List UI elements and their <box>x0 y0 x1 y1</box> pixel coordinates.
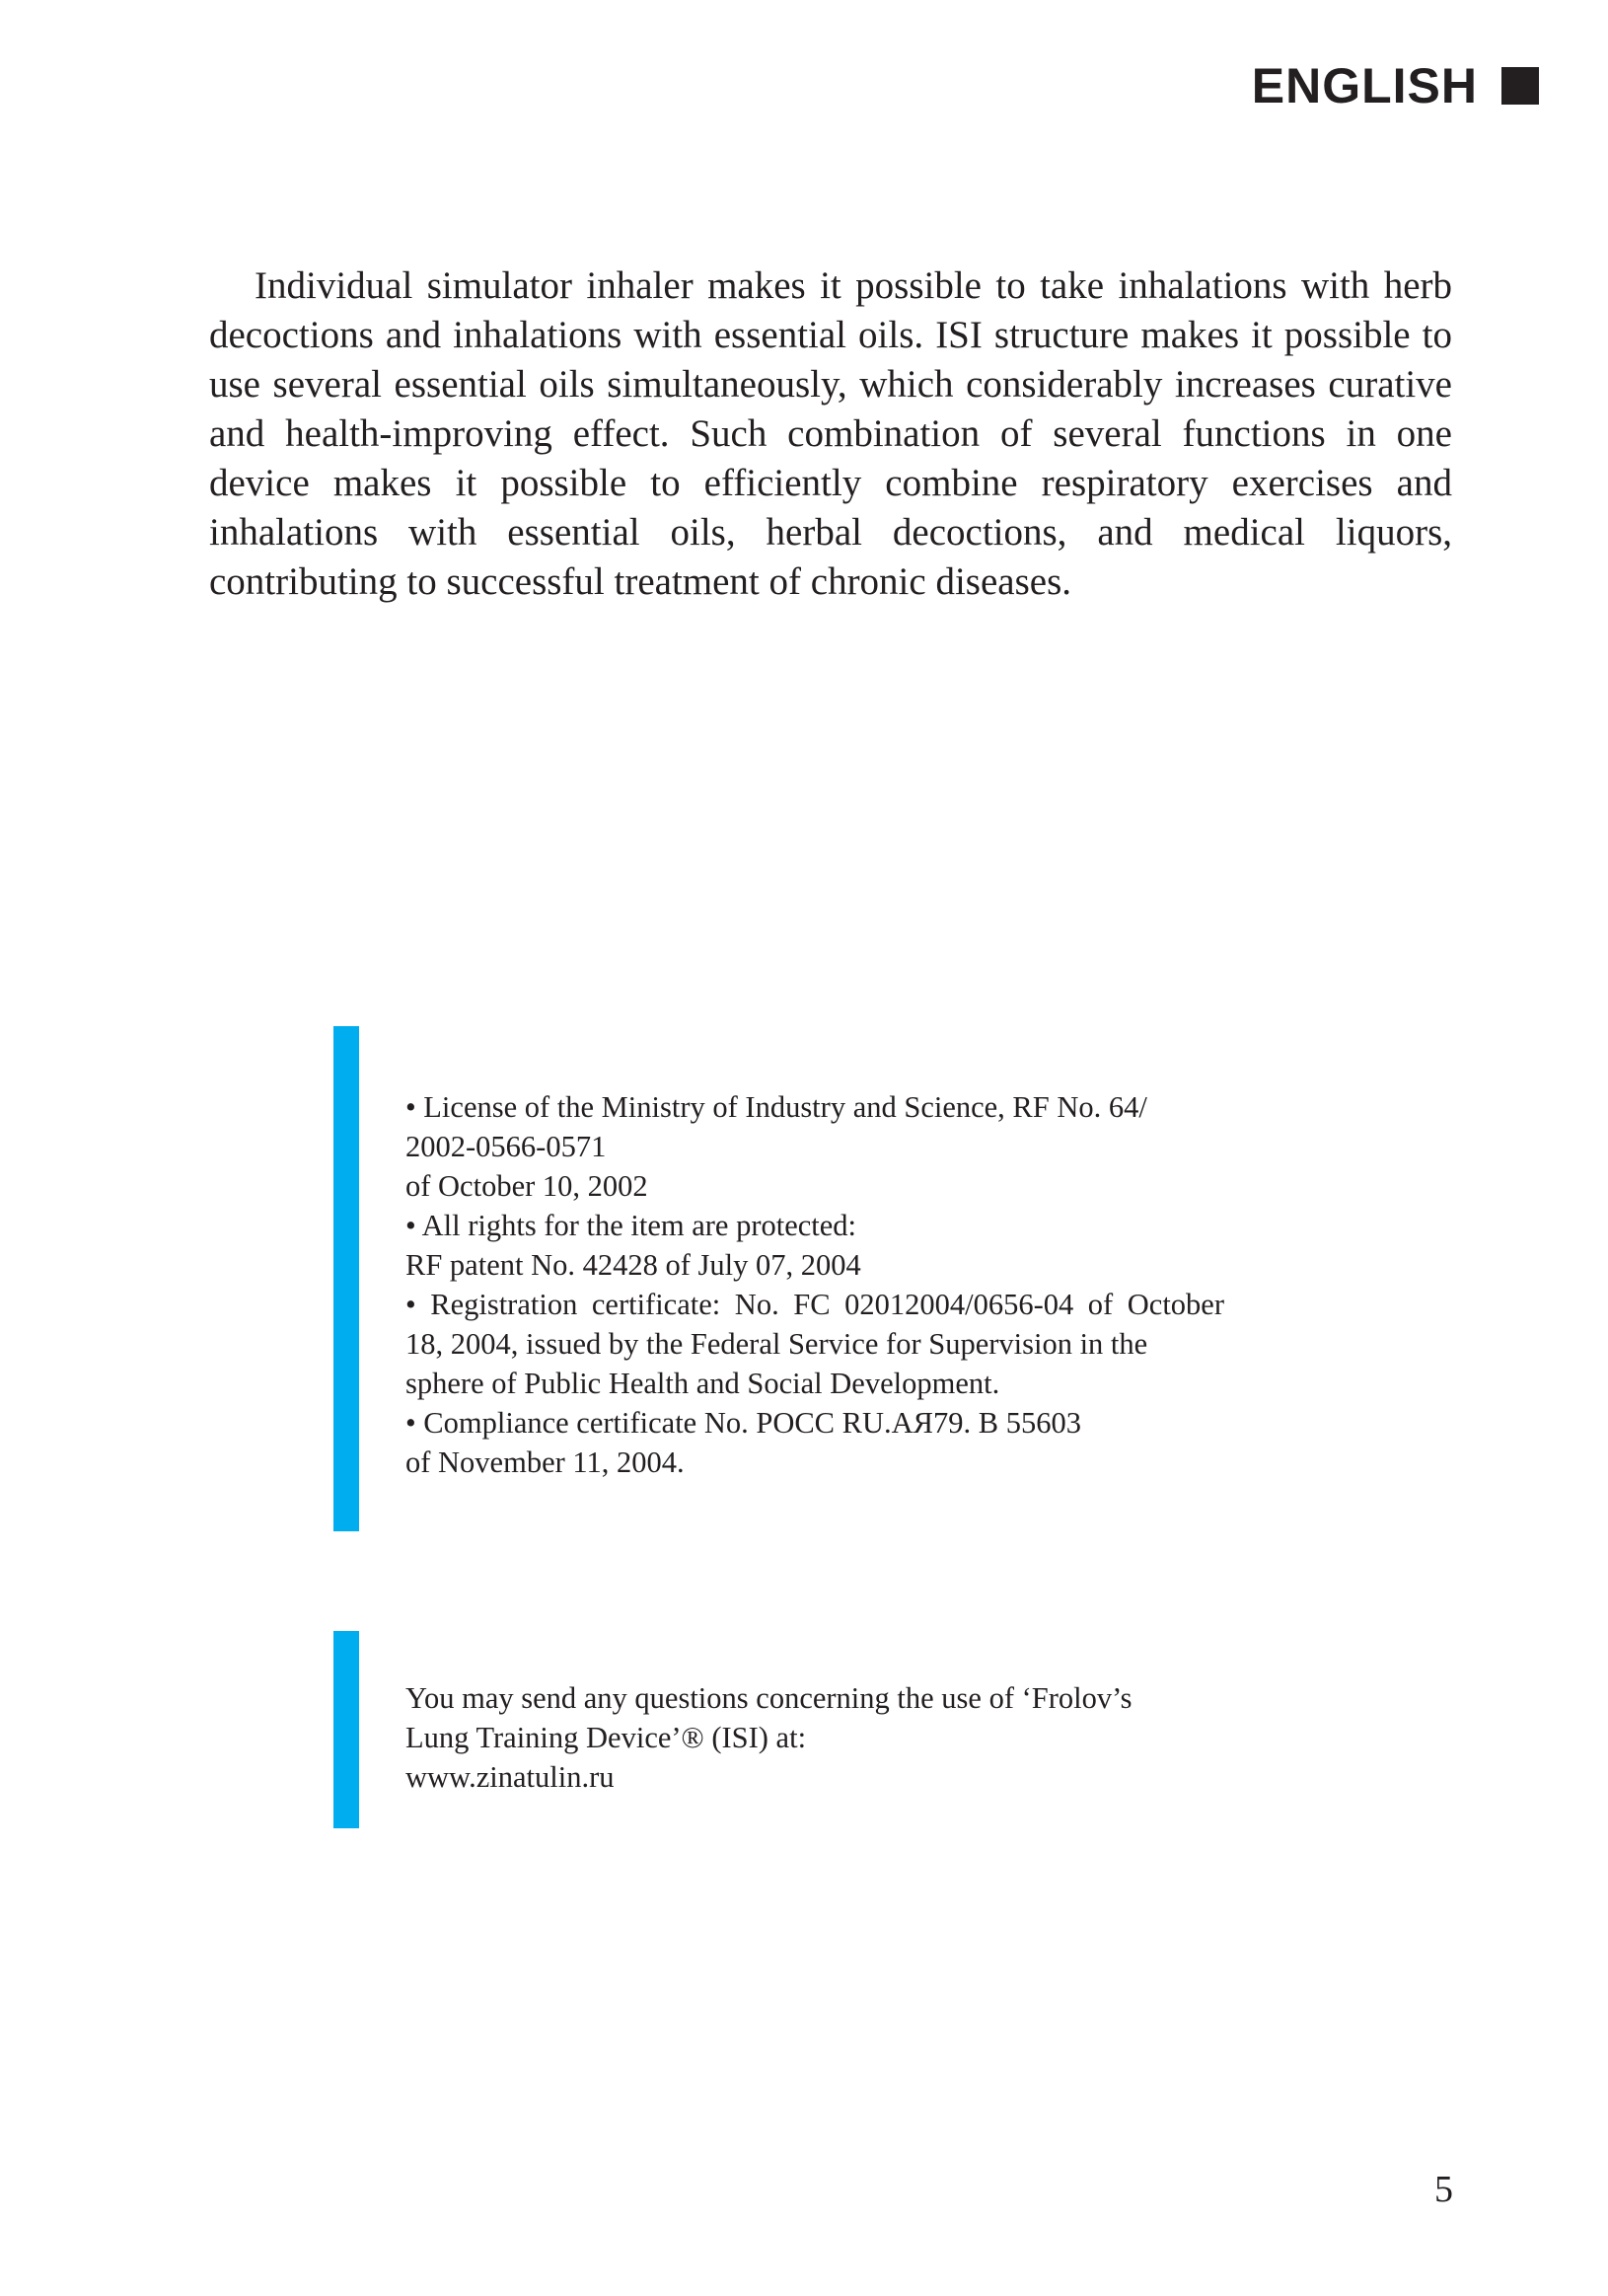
intro-paragraph: Individual simulator inhaler makes it possible to take inhalations with herb decoctions and inhalations with essential oils. ISI structure makes it possible to use several essential oils simultaneously, which considerably increases curative and health-improving effect. Such combination of several functions in one device makes it possible to efficiently combine respiratory exercises and inhalations with essential oils, herbal decoctions, and medical liquors, contributing to successful treatment of chronic diseases. <box>209 264 1452 603</box>
certification-line: • License of the Ministry of Industry and Science, RF No. 64/ <box>405 1090 1147 1124</box>
certification-line: of November 11, 2004. <box>405 1445 685 1479</box>
language-marker-square <box>1501 67 1539 105</box>
certification-line: sphere of Public Health and Social Development. <box>405 1367 1000 1400</box>
page-number: 5 <box>1434 2169 1453 2210</box>
contact-accent-bar <box>333 1631 359 1828</box>
certification-line: of October 10, 2002 <box>405 1169 648 1203</box>
certification-line: • Registration certificate: No. FC 02012004/0656-04 of October <box>405 1288 1224 1321</box>
contact-line: Lung Training Device’® (ISI) at: <box>405 1721 807 1754</box>
contact-line: You may send any questions concerning the use of ‘Frolov’s <box>405 1681 1133 1715</box>
contact-website: www.zinatulin.ru <box>405 1760 615 1794</box>
contact-block <box>405 1678 1224 1797</box>
certifications-block <box>405 1087 1224 1482</box>
language-header <box>1251 58 1539 113</box>
language-label: ENGLISH <box>1251 58 1478 113</box>
certifications-accent-bar <box>333 1026 359 1531</box>
certification-line: • All rights for the item are protected: <box>405 1209 857 1242</box>
certification-line: • Compliance certificate No. POCC RU.АЯ79. B 55603 <box>405 1406 1081 1440</box>
certification-line: 18, 2004, issued by the Federal Service for Supervision in the <box>405 1327 1148 1361</box>
certification-line: RF patent No. 42428 of July 07, 2004 <box>405 1248 861 1282</box>
certification-line: 2002-0566-0571 <box>405 1130 607 1163</box>
